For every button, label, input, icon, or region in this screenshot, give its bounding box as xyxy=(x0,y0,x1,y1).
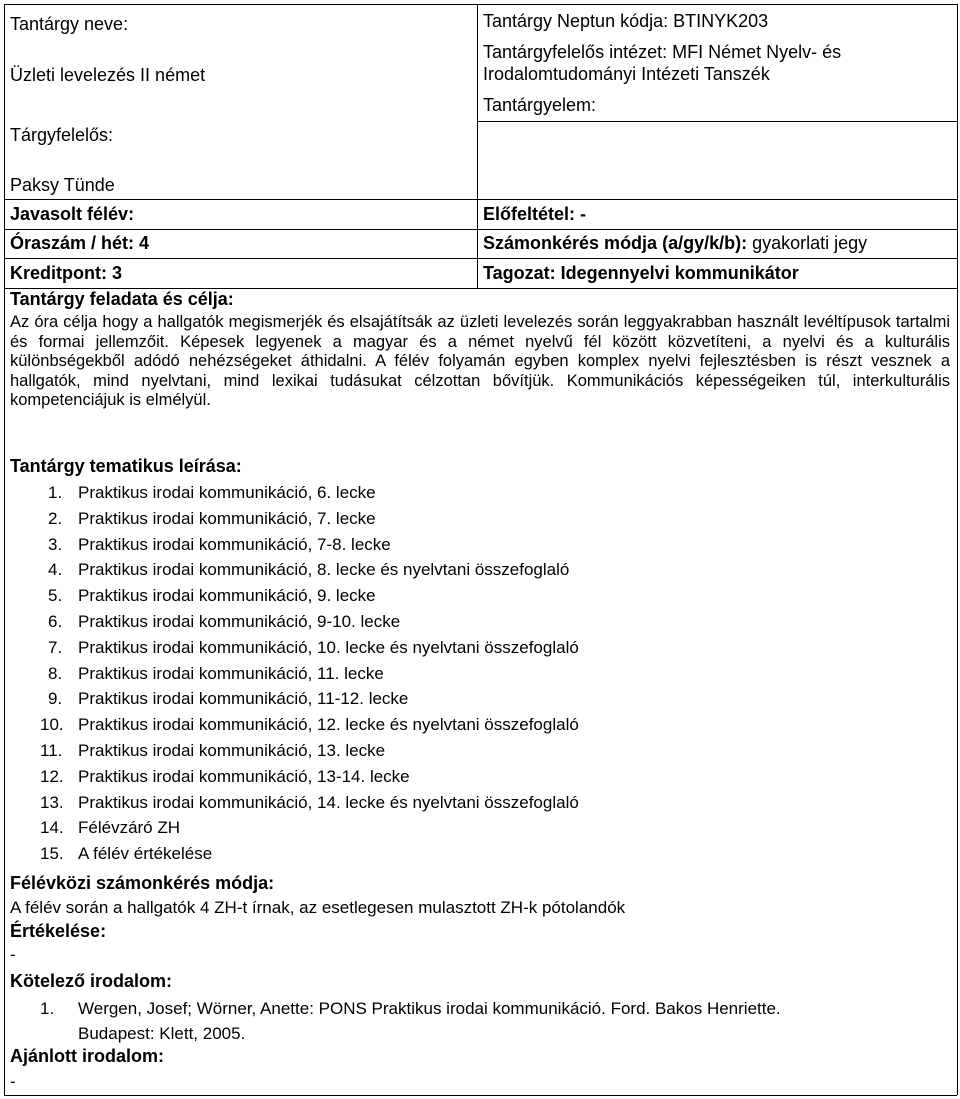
subject-element: Tantárgyelem: xyxy=(483,95,597,115)
institute-line2: Irodalomtudományi Intézeti Tanszék xyxy=(483,64,770,84)
goal-label: Tantárgy feladata és célja: xyxy=(10,289,234,309)
thematic-item-text: A félév értékelése xyxy=(78,844,213,863)
thematic-item-text: Praktikus irodai kommunikáció, 11-12. lecke xyxy=(78,689,409,708)
thematic-item-number: 15. xyxy=(40,844,64,863)
section: Tagozat: Idegennyelvi kommunikátor xyxy=(483,263,799,283)
thematic-item-text: Praktikus irodai kommunikáció, 7. lecke xyxy=(78,509,376,528)
thematic-item-number: 6. xyxy=(48,612,63,631)
evaluation-label: Értékelése: xyxy=(10,921,107,941)
thematic-item-text: Praktikus irodai kommunikáció, 9-10. lecke xyxy=(78,612,401,631)
thematic-item-number: 5. xyxy=(48,586,63,605)
thematic-item-text: Praktikus irodai kommunikáció, 10. lecke és nyelvtani összefoglaló xyxy=(78,638,579,657)
thematic-item-number: 2. xyxy=(48,509,63,528)
semester-label: Javasolt félév: xyxy=(10,204,135,224)
thematic-item-number: 10. xyxy=(40,715,64,734)
thematic-item-text: Praktikus irodai kommunikáció, 14. lecke és nyelvtani összefoglaló xyxy=(78,793,579,812)
thematic-item-text: Praktikus irodai kommunikáció, 13. lecke xyxy=(78,741,386,760)
midterm-label: Félévközi számonkérés módja: xyxy=(10,873,275,893)
thematic-item-number: 1. xyxy=(48,483,63,502)
midterm-text: A félév során a hallgatók 4 ZH-t írnak, az esetlegesen mulasztott ZH-k pótolandók xyxy=(10,898,626,917)
thematic-item-number: 11. xyxy=(40,741,63,760)
row-divider xyxy=(4,258,957,259)
neptun-code: Tantárgy Neptun kódja: BTINYK203 xyxy=(483,11,769,31)
exam-method xyxy=(483,233,867,253)
row-divider xyxy=(4,199,957,200)
recommended-literature-label: Ajánlott irodalom: xyxy=(10,1046,164,1066)
thematic-item-number: 8. xyxy=(48,664,63,683)
thematic-item-number: 9. xyxy=(48,689,63,708)
thematic-item-number: 3. xyxy=(48,535,63,554)
exam-method-value: gyakorlati jegy xyxy=(747,233,868,253)
required-literature-number: 1. xyxy=(40,999,55,1018)
thematic-item-number: 12. xyxy=(40,767,64,786)
thematic-item-number: 4. xyxy=(48,560,63,579)
hours-per-week: Óraszám / hét: 4 xyxy=(10,233,150,253)
thematic-label: Tantárgy tematikus leírása: xyxy=(10,456,242,476)
table-border-top xyxy=(4,4,957,5)
row-divider xyxy=(477,121,957,122)
required-literature-line1: Wergen, Josef; Wörner, Anette: PONS Praktikus irodai kommunikáció. Ford. Bakos Henriette. xyxy=(78,999,781,1018)
column-divider xyxy=(477,4,478,288)
prerequisite: Előfeltétel: - xyxy=(483,204,587,224)
thematic-item-text: Praktikus irodai kommunikáció, 6. lecke xyxy=(78,483,376,502)
thematic-item-text: Praktikus irodai kommunikáció, 12. lecke és nyelvtani összefoglaló xyxy=(78,715,579,734)
goal-text: Az óra célja hogy a hallgatók megismerjék és elsajátítsák az üzleti levelezés során leggyakrabban használt levéltípusok tartalmi és formai jellemzőit. Képesek legyenek a magyar és a német nyelvű fél között közvetíteni, a nyelvi és a kulturális különbségekből adódó nehézségeket áthidalni. A félév folyamán egyben komplex nyelvi fejlesztésben is részt vesznek a hallgatók, mind nyelvtani, mind lexikai tudásukat célzottan bővítjük. Kommunikációs képességeiken túl, interkulturális kompetenciájuk is elmélyül. xyxy=(10,313,950,409)
thematic-item-number: 7. xyxy=(48,638,63,657)
evaluation-text: - xyxy=(10,945,16,964)
thematic-item-text: Praktikus irodai kommunikáció, 7-8. lecke xyxy=(78,535,391,554)
subject-name: Üzleti levelezés II német xyxy=(10,65,206,85)
subject-label: Tantárgy neve: xyxy=(10,14,129,34)
thematic-item-text: Félévzáró ZH xyxy=(78,818,181,837)
table-border-bottom xyxy=(4,1095,957,1096)
thematic-item-number: 13. xyxy=(40,793,64,812)
thematic-item-number: 14. xyxy=(40,818,64,837)
table-border-left xyxy=(4,4,5,1095)
credits: Kreditpont: 3 xyxy=(10,263,122,283)
thematic-item-text: Praktikus irodai kommunikáció, 8. lecke és nyelvtani összefoglaló xyxy=(78,560,570,579)
required-literature-label: Kötelező irodalom: xyxy=(10,971,173,991)
thematic-item-text: Praktikus irodai kommunikáció, 11. lecke xyxy=(78,664,384,683)
thematic-item-text: Praktikus irodai kommunikáció, 13-14. lecke xyxy=(78,767,410,786)
responsible-label: Tárgyfelelős: xyxy=(10,125,114,145)
table-border-right xyxy=(957,4,958,1095)
recommended-literature-text: - xyxy=(10,1072,16,1091)
exam-method-label: Számonkérés módja (a/gy/k/b): xyxy=(483,233,748,253)
row-divider xyxy=(4,229,957,230)
institute-line1: Tantárgyfelelős intézet: MFI Német Nyelv- és xyxy=(483,42,842,62)
responsible-name: Paksy Tünde xyxy=(10,175,115,195)
required-literature-line2: Budapest: Klett, 2005. xyxy=(78,1024,246,1043)
thematic-item-text: Praktikus irodai kommunikáció, 9. lecke xyxy=(78,586,376,605)
